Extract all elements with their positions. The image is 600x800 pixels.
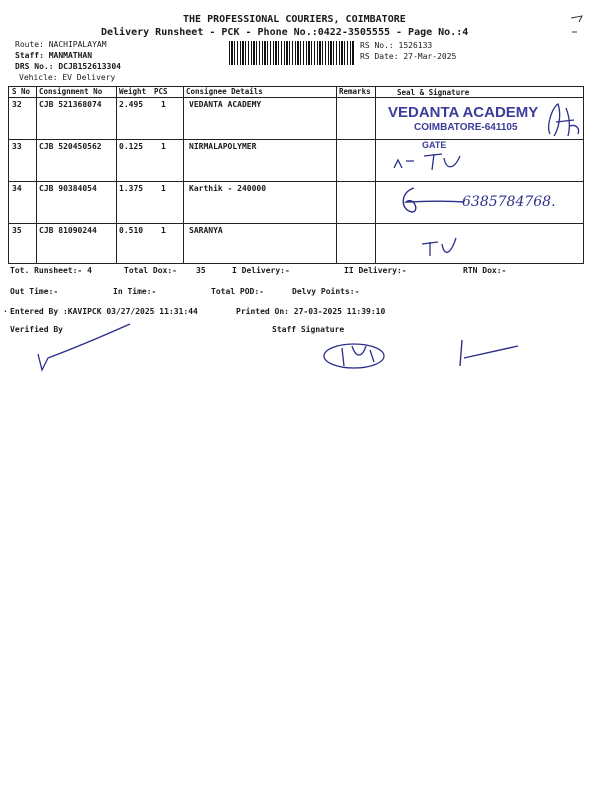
row-weight: 2.495 [119, 100, 144, 109]
corner-mark-icon [568, 14, 586, 36]
entered-by: Entered By :KAVIPCK 03/27/2025 11:31:44 [10, 307, 198, 316]
total-dox-value: 35 [196, 266, 206, 275]
signature-row3-icon [398, 184, 468, 218]
header-remarks: Remarks [339, 87, 371, 96]
signature-row2-icon [392, 148, 472, 176]
seal-stamp-name: VEDANTA ACADEMY [388, 104, 539, 121]
row-consignee: SARANYA [189, 226, 223, 235]
row-consignment: CJB 520450562 [39, 142, 102, 151]
row-consignee: VEDANTA ACADEMY [189, 100, 262, 109]
runsheet-subtitle: Delivery Runsheet - PCK - Phone No.:0422-3505555 - Page No.:4 [101, 27, 469, 38]
row-pcs: 1 [161, 184, 166, 193]
rs-number: RS No.: 1526133 [360, 41, 433, 50]
verified-signature-icon [34, 318, 134, 376]
header-seal: Seal & Signature [397, 88, 470, 97]
printed-on: Printed On: 27-03-2025 11:39:10 [236, 307, 386, 316]
row-consignment: CJB 521368074 [39, 100, 102, 109]
row-consignment: CJB 81090244 [39, 226, 97, 235]
vehicle-label: Vehicle: EV Delivery [19, 73, 116, 82]
row-pcs: 1 [161, 226, 166, 235]
drs-number: DRS No.: DCJB152613304 [15, 62, 121, 71]
header-consignee: Consignee Details [186, 87, 263, 96]
rs-date: RS Date: 27-Mar-2025 [360, 52, 457, 61]
entered-by-bullet: · [3, 307, 8, 316]
seal-stamp-gate: GATE [422, 140, 447, 150]
row-sno: 35 [12, 226, 22, 235]
rtn-dox: RTN Dox:- [463, 266, 507, 275]
seal-stamp-city: COIMBATORE-641105 [414, 122, 518, 133]
row-pcs: 1 [161, 100, 166, 109]
in-time: In Time:- [113, 287, 157, 296]
row-weight: 0.510 [119, 226, 144, 235]
total-dox-label: Total Dox:- [124, 266, 177, 275]
delvy-points: Delvy Points:- [292, 287, 360, 296]
barcode-image [229, 41, 354, 65]
row-consignee: Karthik - 240000 [189, 184, 267, 193]
row-sno: 32 [12, 100, 22, 109]
header-consignment: Consignment No [39, 87, 103, 96]
row-weight: 1.375 [119, 184, 144, 193]
total-runsheet: Tot. Runsheet:- 4 [10, 266, 92, 275]
row-consignee: NIRMALAPOLYMER [189, 142, 257, 151]
signature-row1-icon [540, 96, 585, 144]
second-staff-signature-icon [452, 336, 522, 370]
header-weight: Weight [119, 87, 147, 96]
out-time: Out Time:- [10, 287, 59, 296]
handwritten-phone: 6385784768. [462, 194, 556, 210]
staff-signature-icon [322, 336, 392, 372]
total-pod: Total POD:- [211, 287, 264, 296]
row-sno: 34 [12, 184, 22, 193]
route-label: Route: NACHIPALAYAM [15, 40, 107, 49]
signature-row4-icon [420, 234, 470, 260]
verified-by: Verified By [10, 325, 63, 334]
row-consignment: CJB 90384054 [39, 184, 97, 193]
row-weight: 0.125 [119, 142, 144, 151]
row-sno: 33 [12, 142, 22, 151]
header-sno: S No [12, 87, 31, 96]
row-pcs: 1 [161, 142, 166, 151]
staff-signature-label: Staff Signature [272, 325, 345, 334]
header-pcs: PCS [154, 87, 168, 96]
ii-delivery: II Delivery:- [344, 266, 407, 275]
company-title: THE PROFESSIONAL COURIERS, COIMBATORE [183, 14, 406, 25]
i-delivery: I Delivery:- [232, 266, 290, 275]
staff-label: Staff: MANMATHAN [15, 51, 93, 60]
